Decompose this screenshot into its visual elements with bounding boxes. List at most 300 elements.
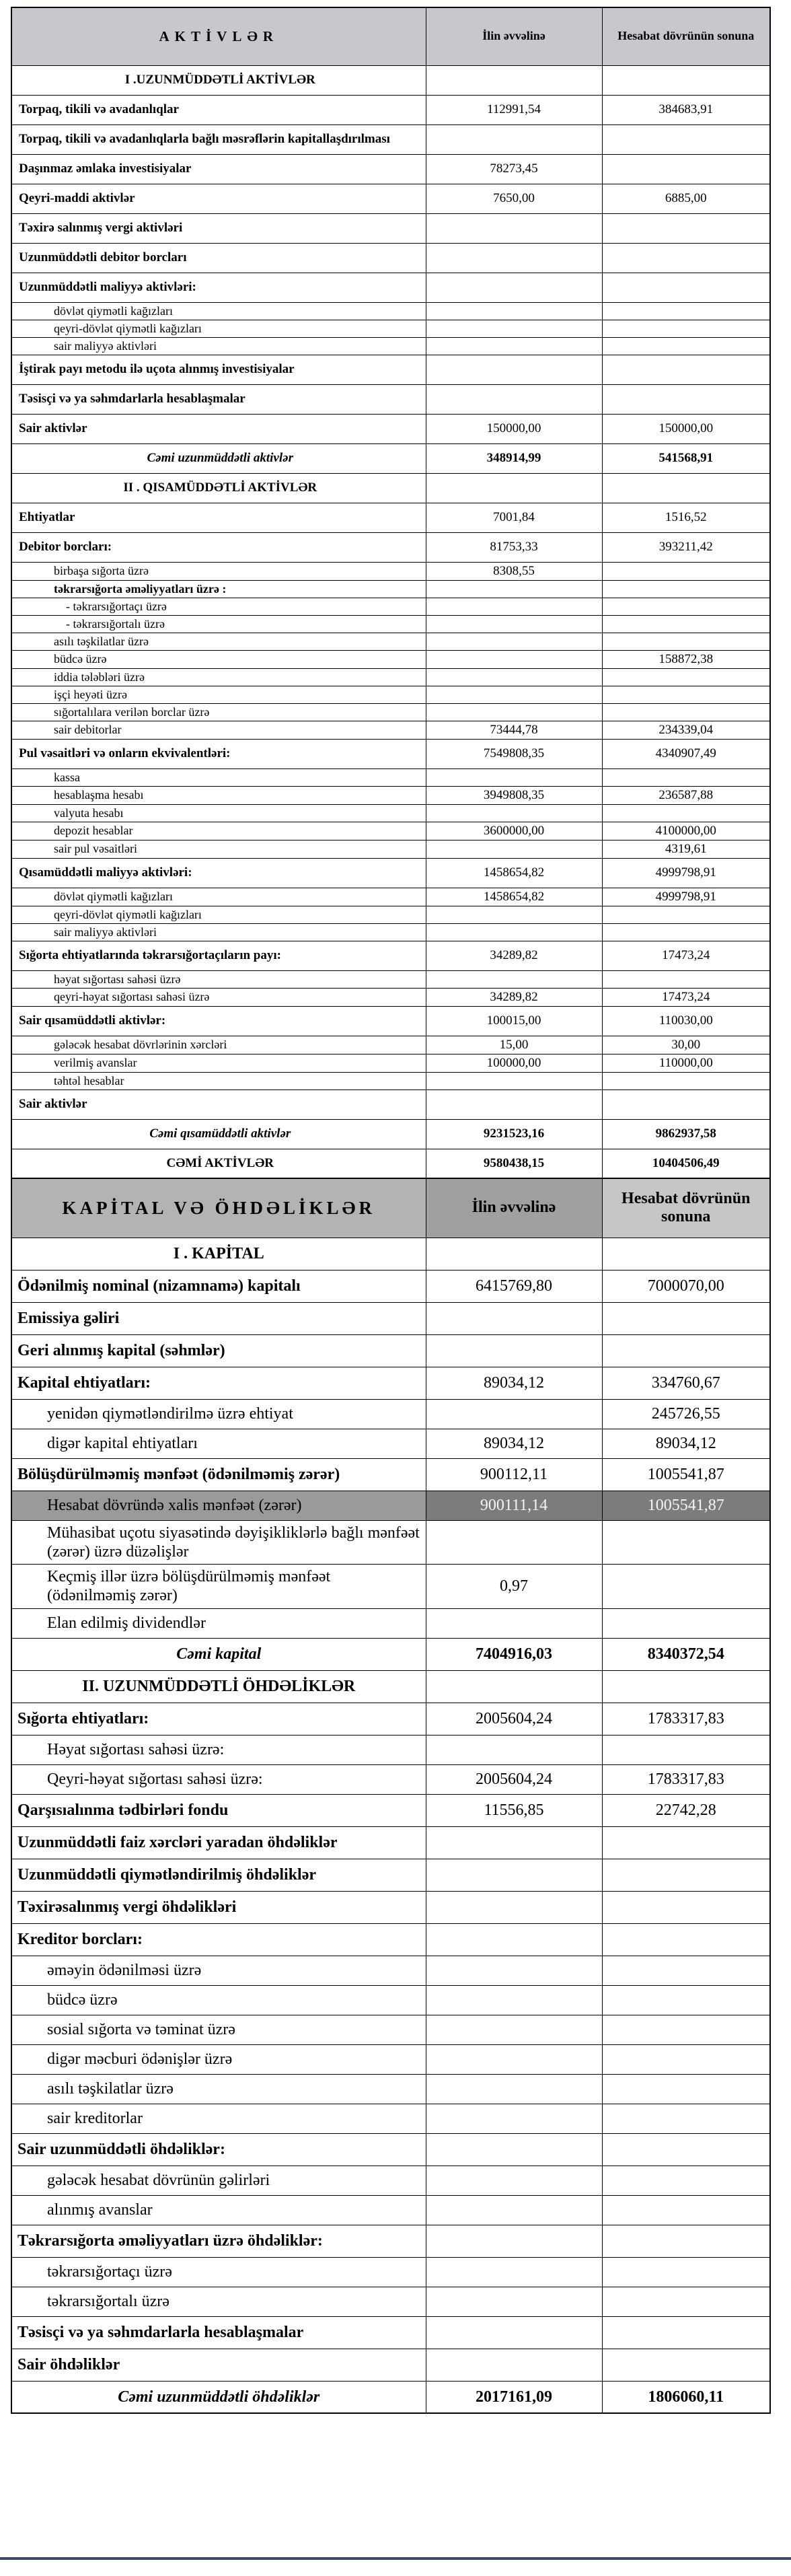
table-row <box>11 243 770 273</box>
value-start-of-year <box>426 320 602 337</box>
row-label: Hesabat dövründə xalis mənfəət (zərər) <box>11 1491 426 1520</box>
table-row <box>11 633 770 650</box>
value-start-of-year: 3600000,00 <box>426 822 602 840</box>
table-row <box>11 1764 770 1794</box>
table-row <box>11 1334 770 1367</box>
table-row <box>11 615 770 633</box>
row-label: - təkrarsığortaçı üzrə <box>11 598 426 615</box>
value-start-of-year <box>426 384 602 414</box>
value-start-of-year <box>426 1985 602 2015</box>
row-label: Cəmi qısamüddətli aktivlər <box>11 1119 426 1149</box>
row-label: Kapital ehtiyatları: <box>11 1367 426 1399</box>
value-start-of-year: 2017161,09 <box>426 2381 602 2413</box>
table-row <box>11 988 770 1006</box>
table-row <box>11 154 770 184</box>
value-end-of-period <box>602 1956 770 1985</box>
value-end-of-period: 17473,24 <box>602 988 770 1006</box>
value-end-of-period <box>602 598 770 615</box>
value-end-of-period: 4999798,91 <box>602 858 770 888</box>
value-end-of-period: 4319,61 <box>602 840 770 858</box>
table-row <box>11 320 770 337</box>
value-start-of-year <box>426 273 602 302</box>
table-row <box>11 598 770 615</box>
table-row <box>11 1072 770 1089</box>
page-divider <box>0 2557 791 2560</box>
value-end-of-period: 393211,42 <box>602 532 770 562</box>
value-end-of-period: 541568,91 <box>602 443 770 473</box>
table-row <box>11 1794 770 1826</box>
table-row <box>11 970 770 988</box>
value-start-of-year: 11556,85 <box>426 1794 602 1826</box>
value-end-of-period <box>602 2195 770 2225</box>
value-end-of-period <box>602 213 770 243</box>
table-row <box>11 1458 770 1491</box>
value-start-of-year <box>426 768 602 786</box>
value-start-of-year <box>426 2195 602 2225</box>
row-label: Elan edilmiş dividendlər <box>11 1608 426 1638</box>
table-row <box>11 1367 770 1399</box>
value-start-of-year: 0,97 <box>426 1565 602 1609</box>
table-row <box>11 414 770 443</box>
value-end-of-period <box>602 2257 770 2287</box>
value-start-of-year <box>426 1399 602 1429</box>
table-row <box>11 65 770 95</box>
value-end-of-period <box>602 2166 770 2195</box>
table-row <box>11 2225 770 2257</box>
value-start-of-year <box>426 302 602 320</box>
value-start-of-year <box>426 2104 602 2133</box>
value-start-of-year <box>426 840 602 858</box>
row-label: hesablaşma hesabı <box>11 786 426 804</box>
value-end-of-period <box>602 384 770 414</box>
row-label: Sair öhdəliklər <box>11 2349 426 2381</box>
table-row <box>11 1119 770 1149</box>
value-end-of-period: 1005541,87 <box>602 1458 770 1491</box>
row-label: Daşınmaz əmlaka investisiyalar <box>11 154 426 184</box>
table-row <box>11 1429 770 1458</box>
table-row <box>11 1923 770 1956</box>
table-row <box>11 1670 770 1703</box>
value-start-of-year: 150000,00 <box>426 414 602 443</box>
row-label: Sair aktivlər <box>11 414 426 443</box>
table-row <box>11 2287 770 2316</box>
table-row <box>11 2074 770 2104</box>
value-end-of-period: 150000,00 <box>602 414 770 443</box>
table-row <box>11 503 770 532</box>
table-row <box>11 2257 770 2287</box>
table-row <box>11 1985 770 2015</box>
value-start-of-year <box>426 906 602 923</box>
table-row <box>11 1859 770 1891</box>
value-end-of-period: 4999798,91 <box>602 888 770 906</box>
table-row <box>11 1238 770 1270</box>
row-label: Sair qısamüddətli aktivlər: <box>11 1006 426 1036</box>
column-header-start-of-year: İlin əvvəlinə <box>426 1178 602 1238</box>
value-end-of-period <box>602 1238 770 1270</box>
table-row <box>11 1302 770 1334</box>
table-row <box>11 2166 770 2195</box>
value-end-of-period: 1516,52 <box>602 503 770 532</box>
value-end-of-period <box>602 355 770 384</box>
row-label: asılı təşkilatlar üzrə <box>11 633 426 650</box>
value-end-of-period <box>602 686 770 703</box>
table-row <box>11 95 770 124</box>
row-label: qeyri-dövlət qiymətli kağızları <box>11 320 426 337</box>
row-label: işçi heyəti üzrə <box>11 686 426 703</box>
row-label: Pul vəsaitləri və onların ekvivalentləri: <box>11 739 426 768</box>
table-row <box>11 2104 770 2133</box>
value-start-of-year <box>426 970 602 988</box>
row-label: Təxirə salınmış vergi aktivləri <box>11 213 426 243</box>
value-start-of-year <box>426 337 602 355</box>
value-end-of-period <box>602 473 770 503</box>
row-label: kassa <box>11 768 426 786</box>
value-start-of-year <box>426 124 602 154</box>
value-end-of-period <box>602 124 770 154</box>
value-end-of-period <box>602 1565 770 1609</box>
table-row <box>11 1089 770 1119</box>
value-end-of-period <box>602 1089 770 1119</box>
value-end-of-period <box>602 703 770 721</box>
value-start-of-year: 348914,99 <box>426 443 602 473</box>
row-label: valyuta hesabı <box>11 804 426 822</box>
row-label: sosial sığorta və təminat üzrə <box>11 2015 426 2044</box>
value-start-of-year <box>426 923 602 941</box>
value-end-of-period <box>602 1859 770 1891</box>
table-row <box>11 686 770 703</box>
value-start-of-year <box>426 804 602 822</box>
table-row <box>11 1270 770 1302</box>
table-row <box>11 302 770 320</box>
row-label: II. UZUNMÜDDƏTLİ ÖHDƏLİKLƏR <box>11 1670 426 1703</box>
value-end-of-period <box>602 1923 770 1956</box>
value-start-of-year <box>426 2044 602 2074</box>
table-row <box>11 840 770 858</box>
row-label: iddia tələbləri üzrə <box>11 668 426 686</box>
value-end-of-period <box>602 562 770 580</box>
row-label: dövlət qiymətli kağızları <box>11 302 426 320</box>
capital-liabilities-table <box>11 1178 771 2414</box>
row-label: təkrarsığortaçı üzrə <box>11 2257 426 2287</box>
table-row <box>11 2133 770 2166</box>
row-label: digər kapital ehtiyatları <box>11 1429 426 1458</box>
value-start-of-year <box>426 473 602 503</box>
value-end-of-period: 4340907,49 <box>602 739 770 768</box>
row-label: digər məcburi ödənişlər üzrə <box>11 2044 426 2074</box>
table-row <box>11 473 770 503</box>
row-label: dövlət qiymətli kağızları <box>11 888 426 906</box>
value-start-of-year <box>426 686 602 703</box>
value-start-of-year <box>426 633 602 650</box>
value-start-of-year <box>426 1334 602 1367</box>
value-end-of-period <box>602 633 770 650</box>
value-end-of-period <box>602 320 770 337</box>
row-label: Sığorta ehtiyatlarında təkrarsığortaçıların payı: <box>11 941 426 970</box>
table-row <box>11 355 770 384</box>
value-end-of-period <box>602 923 770 941</box>
value-start-of-year <box>426 615 602 633</box>
value-start-of-year <box>426 2166 602 2195</box>
row-label: Təkrarsığorta əməliyyatları üzrə öhdəliklər: <box>11 2225 426 2257</box>
value-end-of-period <box>602 2349 770 2381</box>
value-end-of-period <box>602 1670 770 1703</box>
row-label: Təsisçi və ya səhmdarlarla hesablaşmalar <box>11 384 426 414</box>
value-end-of-period <box>602 273 770 302</box>
row-label: birbaşa sığorta üzrə <box>11 562 426 580</box>
value-end-of-period <box>602 1072 770 1089</box>
value-end-of-period <box>602 1985 770 2015</box>
row-label: sair kreditorlar <box>11 2104 426 2133</box>
table-row <box>11 668 770 686</box>
row-label: Ödənilmiş nominal (nizamnamə) kapitalı <box>11 1270 426 1302</box>
value-start-of-year: 81753,33 <box>426 532 602 562</box>
table-row <box>11 1735 770 1764</box>
value-end-of-period <box>602 668 770 686</box>
value-end-of-period <box>602 2044 770 2074</box>
liabilities-title: KAPİTAL VƏ ÖHDƏLİKLƏR <box>11 1178 426 1238</box>
value-start-of-year: 900111,14 <box>426 1491 602 1520</box>
row-label: təkrarsığortalı üzrə <box>11 2287 426 2316</box>
value-start-of-year: 34289,82 <box>426 988 602 1006</box>
value-end-of-period <box>602 154 770 184</box>
value-end-of-period <box>602 906 770 923</box>
row-label: alınmış avanslar <box>11 2195 426 2225</box>
table-row <box>11 721 770 739</box>
value-end-of-period <box>602 768 770 786</box>
value-start-of-year: 9231523,16 <box>426 1119 602 1149</box>
value-end-of-period: 334760,67 <box>602 1367 770 1399</box>
value-start-of-year <box>426 668 602 686</box>
row-label: I . KAPİTAL <box>11 1238 426 1270</box>
value-start-of-year <box>426 1670 602 1703</box>
row-label: yenidən qiymətləndirilmə üzrə ehtiyat <box>11 1399 426 1429</box>
column-header-start-of-year: İlin əvvəlinə <box>426 7 602 65</box>
value-end-of-period <box>602 2287 770 2316</box>
table-row <box>11 786 770 804</box>
value-start-of-year: 7549808,35 <box>426 739 602 768</box>
row-label: Torpaq, tikili və avadanlıqlarla bağlı məsrəflərin kapitallaşdırılması <box>11 124 426 154</box>
assets-header-row <box>11 7 770 65</box>
value-start-of-year <box>426 650 602 668</box>
row-label: Emissiya gəliri <box>11 1302 426 1334</box>
value-start-of-year: 89034,12 <box>426 1429 602 1458</box>
value-start-of-year: 100015,00 <box>426 1006 602 1036</box>
value-end-of-period: 1783317,83 <box>602 1764 770 1794</box>
value-start-of-year: 100000,00 <box>426 1054 602 1072</box>
value-end-of-period <box>602 302 770 320</box>
value-start-of-year: 34289,82 <box>426 941 602 970</box>
value-start-of-year <box>426 1923 602 1956</box>
value-end-of-period: 89034,12 <box>602 1429 770 1458</box>
value-start-of-year: 2005604,24 <box>426 1764 602 1794</box>
value-end-of-period <box>602 1334 770 1367</box>
row-label: büdcə üzrə <box>11 650 426 668</box>
row-label: Uzunmüddətli faiz xərcləri yaradan öhdəliklər <box>11 1826 426 1859</box>
assets-table <box>11 7 771 1179</box>
value-start-of-year <box>426 2349 602 2381</box>
value-end-of-period: 245726,55 <box>602 1399 770 1429</box>
value-start-of-year: 73444,78 <box>426 721 602 739</box>
row-label: Debitor borcları: <box>11 532 426 562</box>
row-label: Keçmiş illər üzrə bölüşdürülməmiş mənfəət (ödənilməmiş zərər) <box>11 1565 426 1609</box>
row-label: Geri alınmış kapital (səhmlər) <box>11 1334 426 1367</box>
value-end-of-period: 158872,38 <box>602 650 770 668</box>
table-row <box>11 2195 770 2225</box>
table-row <box>11 888 770 906</box>
value-end-of-period <box>602 2074 770 2104</box>
value-end-of-period: 4100000,00 <box>602 822 770 840</box>
value-start-of-year <box>426 65 602 95</box>
row-label: sair maliyyə aktivləri <box>11 923 426 941</box>
row-label: gələcək hesabat dövrünün gəlirləri <box>11 2166 426 2195</box>
table-row <box>11 1891 770 1923</box>
value-end-of-period <box>602 243 770 273</box>
table-row <box>11 650 770 668</box>
value-start-of-year <box>426 1859 602 1891</box>
value-end-of-period: 1806060,11 <box>602 2381 770 2413</box>
row-label: Ehtiyatlar <box>11 503 426 532</box>
table-row <box>11 2381 770 2413</box>
value-start-of-year <box>426 1072 602 1089</box>
value-end-of-period <box>602 2133 770 2166</box>
row-label: Uzunmüddətli maliyyə aktivləri: <box>11 273 426 302</box>
value-start-of-year <box>426 1089 602 1119</box>
value-start-of-year: 3949808,35 <box>426 786 602 804</box>
table-row <box>11 1399 770 1429</box>
value-end-of-period <box>602 1302 770 1334</box>
value-end-of-period <box>602 804 770 822</box>
value-start-of-year: 89034,12 <box>426 1367 602 1399</box>
value-start-of-year: 1458654,82 <box>426 888 602 906</box>
row-label: Qarşısıalınma tədbirləri fondu <box>11 1794 426 1826</box>
value-end-of-period: 22742,28 <box>602 1794 770 1826</box>
table-row <box>11 2349 770 2381</box>
row-label: asılı təşkilatlar üzrə <box>11 2074 426 2104</box>
value-end-of-period: 6885,00 <box>602 184 770 213</box>
row-label: depozit hesablar <box>11 822 426 840</box>
row-label: Bölüşdürülməmiş mənfəət (ödənilməmiş zərər) <box>11 1458 426 1491</box>
value-start-of-year <box>426 2225 602 2257</box>
table-row <box>11 768 770 786</box>
value-start-of-year <box>426 1520 602 1565</box>
value-end-of-period: 1005541,87 <box>602 1491 770 1520</box>
value-start-of-year <box>426 1608 602 1638</box>
table-row <box>11 1703 770 1735</box>
value-end-of-period: 17473,24 <box>602 941 770 970</box>
table-row <box>11 858 770 888</box>
row-label: II . QISAMÜDDƏTLİ AKTİVLƏR <box>11 473 426 503</box>
value-start-of-year <box>426 2257 602 2287</box>
row-label: İştirak payı metodu ilə uçota alınmış investisiyalar <box>11 355 426 384</box>
table-row <box>11 1638 770 1670</box>
value-end-of-period: 7000070,00 <box>602 1270 770 1302</box>
table-row <box>11 124 770 154</box>
table-row <box>11 1036 770 1054</box>
value-end-of-period <box>602 2015 770 2044</box>
table-row <box>11 1054 770 1072</box>
row-label: Təsisçi və ya səhmdarlarla hesablaşmalar <box>11 2316 426 2349</box>
row-label: sair maliyyə aktivləri <box>11 337 426 355</box>
value-end-of-period <box>602 615 770 633</box>
table-row <box>11 703 770 721</box>
row-label: Cəmi uzunmüddətli aktivlər <box>11 443 426 473</box>
value-start-of-year: 8308,55 <box>426 562 602 580</box>
row-label: gələcək hesabat dövrlərinin xərcləri <box>11 1036 426 1054</box>
value-end-of-period: 1783317,83 <box>602 1703 770 1735</box>
value-start-of-year: 7001,84 <box>426 503 602 532</box>
table-row <box>11 1565 770 1609</box>
liabilities-header-row <box>11 1178 770 1238</box>
value-end-of-period: 110030,00 <box>602 1006 770 1036</box>
row-label: Cəmi kapital <box>11 1638 426 1670</box>
value-start-of-year: 7404916,03 <box>426 1638 602 1670</box>
value-end-of-period <box>602 337 770 355</box>
row-label: təkrarsığorta əməliyyatları üzrə : <box>11 580 426 598</box>
row-label: I .UZUNMÜDDƏTLİ AKTİVLƏR <box>11 65 426 95</box>
value-end-of-period: 9862937,58 <box>602 1119 770 1149</box>
row-label: Həyat sığortası sahəsi üzrə: <box>11 1735 426 1764</box>
table-row <box>11 1520 770 1565</box>
value-start-of-year <box>426 1826 602 1859</box>
table-row <box>11 1491 770 1520</box>
row-label: əməyin ödənilməsi üzrə <box>11 1956 426 1985</box>
row-label: qeyri-dövlət qiymətli kağızları <box>11 906 426 923</box>
value-start-of-year: 7650,00 <box>426 184 602 213</box>
row-label: Sair uzunmüddətli öhdəliklər: <box>11 2133 426 2166</box>
value-start-of-year <box>426 580 602 598</box>
row-label: büdcə üzrə <box>11 1985 426 2015</box>
row-label: Təxirəsalınmış vergi öhdəlikləri <box>11 1891 426 1923</box>
value-start-of-year <box>426 2287 602 2316</box>
row-label: CƏMİ AKTİVLƏR <box>11 1149 426 1178</box>
table-row <box>11 337 770 355</box>
table-row <box>11 1956 770 1985</box>
table-row <box>11 2316 770 2349</box>
value-end-of-period <box>602 1520 770 1565</box>
table-row <box>11 2015 770 2044</box>
column-header-end-of-period: Hesabat dövrünün sonuna <box>602 7 770 65</box>
table-row <box>11 906 770 923</box>
column-header-end-of-period: Hesabat dövrünün sonuna <box>602 1178 770 1238</box>
value-start-of-year <box>426 355 602 384</box>
value-start-of-year <box>426 213 602 243</box>
table-row <box>11 804 770 822</box>
value-start-of-year: 112991,54 <box>426 95 602 124</box>
table-row <box>11 184 770 213</box>
row-label: Qeyri-maddi aktivlər <box>11 184 426 213</box>
table-row <box>11 941 770 970</box>
table-row <box>11 562 770 580</box>
table-row <box>11 532 770 562</box>
row-label: sığortalılara verilən borclar üzrə <box>11 703 426 721</box>
value-end-of-period: 234339,04 <box>602 721 770 739</box>
row-label: sair debitorlar <box>11 721 426 739</box>
value-start-of-year <box>426 2074 602 2104</box>
table-row <box>11 739 770 768</box>
table-row <box>11 384 770 414</box>
table-row <box>11 273 770 302</box>
row-label: Qeyri-həyat sığortası sahəsi üzrə: <box>11 1764 426 1794</box>
table-row <box>11 2044 770 2074</box>
row-label: Kreditor borcları: <box>11 1923 426 1956</box>
value-end-of-period <box>602 65 770 95</box>
value-start-of-year <box>426 243 602 273</box>
row-label: qeyri-həyat sığortası sahəsi üzrə <box>11 988 426 1006</box>
value-end-of-period <box>602 2225 770 2257</box>
table-row <box>11 580 770 598</box>
value-end-of-period <box>602 1891 770 1923</box>
row-label: həyat sığortası sahəsi üzrə <box>11 970 426 988</box>
